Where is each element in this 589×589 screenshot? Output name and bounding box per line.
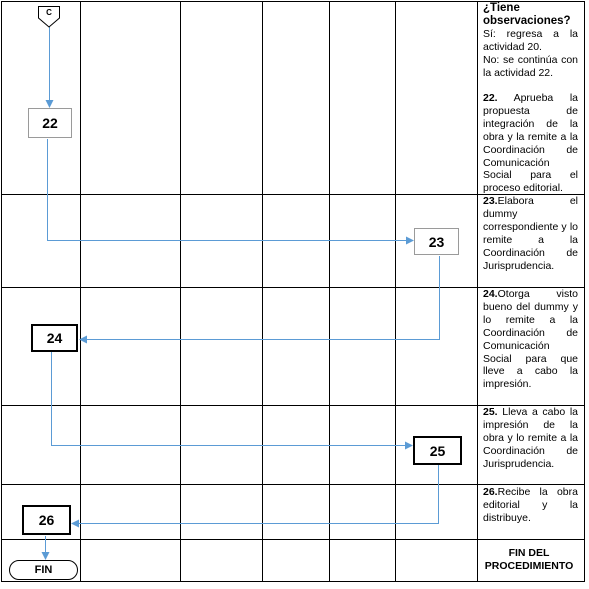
arrow-23-to-24: [80, 256, 440, 340]
step-25-number: 25: [429, 442, 446, 459]
arrow-25-to-26: [72, 465, 439, 524]
end-of-procedure: FIN DEL PROCEDIMIENTO: [484, 547, 574, 572]
step-26-text: Recibe la obra editorial y la distribuye.: [483, 486, 578, 524]
fin-terminal: [9, 560, 78, 580]
step-23-number: 23: [428, 233, 445, 250]
description-24: [483, 288, 578, 391]
step-24-box: [31, 324, 78, 352]
step-25-ref: 25.: [483, 406, 498, 418]
step-24-ref: 24.: [483, 288, 498, 300]
step-25-text: Lleva a cabo la impresión de la obra y lo remite a la Coordinación de Jurisprudencia.: [483, 406, 578, 470]
step-22-text: Aprueba la propuesta de integración de la obra y la remite a la Coordinación de Comunicación Social para el proceso editorial.: [483, 92, 578, 195]
description-25: [483, 406, 578, 471]
flow-arrows: [46, 27, 440, 559]
fin-terminal-label: FIN: [34, 564, 53, 576]
step-23-box: [414, 228, 459, 255]
description-question: [483, 2, 578, 80]
step-25-box: [413, 436, 462, 465]
description-26: [483, 486, 578, 525]
connector-label: C: [46, 8, 52, 17]
step-23-ref: 23.: [483, 195, 498, 207]
question-yes: Sí: regresa a la actividad 20.: [483, 28, 578, 53]
step-24-text: Otorga visto bueno del dummy y lo remite a la Coordinación de Comunicación Social para que lleve a cabo la impresión.: [483, 288, 578, 391]
step-22-ref: 22.: [483, 92, 498, 104]
step-23-text: Elabora el dummy correspondiente y lo remite a la Coordinación de Jurisprudencia.: [483, 195, 578, 272]
step-26-box: [22, 505, 71, 535]
step-26-number: 26: [38, 512, 55, 528]
question-title: ¿Tiene observaciones?: [483, 2, 571, 27]
step-24-number: 24: [46, 330, 63, 346]
step-22-box: [28, 108, 72, 138]
arrow-24-to-25: [52, 352, 413, 446]
description-22: [483, 92, 578, 195]
step-22-number: 22: [42, 115, 58, 131]
arrow-22-to-23: [48, 139, 414, 241]
step-26-ref: 26.: [483, 486, 498, 498]
question-no: No: se continúa con la actividad 22.: [483, 53, 578, 79]
description-23: [483, 195, 578, 272]
